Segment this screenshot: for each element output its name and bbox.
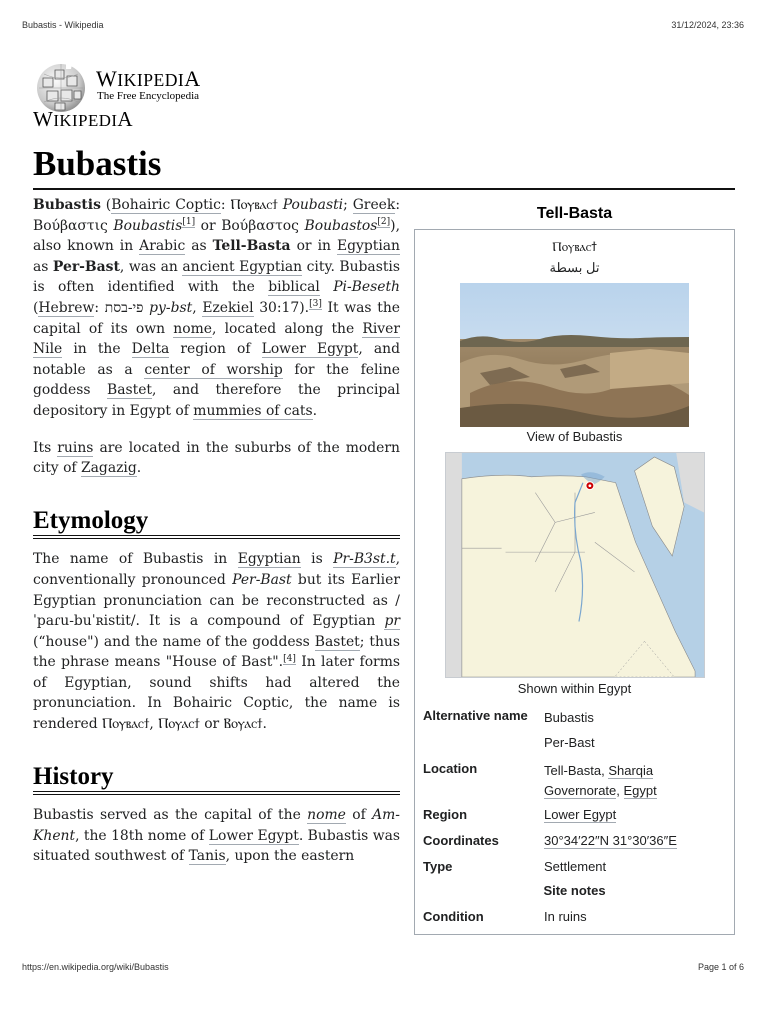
article-link[interactable]: Bastet (107, 382, 153, 399)
infobox-arabic-name: تل بسطة (549, 260, 600, 275)
article-link[interactable]: Pr-B3st.t (333, 551, 396, 568)
egypt-locator-map[interactable] (445, 452, 705, 678)
italic-term: Boubastis (113, 217, 183, 234)
citation-link[interactable]: [2] (377, 216, 391, 227)
citation-link[interactable]: [1] (182, 216, 196, 227)
infobox-subheader-site-notes: Site notes (543, 883, 606, 898)
article-link[interactable]: nome (307, 807, 346, 824)
infobox-label-condition: Condition (423, 909, 484, 924)
article-link[interactable]: Egyptian (237, 551, 301, 568)
infobox-label-location: Location (423, 761, 478, 776)
article-link[interactable]: Egyptian (336, 238, 400, 255)
heading-underline (33, 794, 400, 795)
citation-link[interactable]: [4] (283, 653, 296, 664)
wikipedia-wordmark-secondary: WIKIPEDIA (33, 107, 134, 131)
link-egypt[interactable]: Egypt (623, 783, 657, 798)
italic-term: Am-Khent (33, 807, 400, 844)
bold-term: Bubastis (33, 197, 101, 213)
print-header-title: Bubastis - Wikipedia (22, 20, 104, 30)
infobox-label-alternative-name: Alternative name (423, 708, 528, 723)
article-link[interactable]: mummies of cats (193, 402, 313, 419)
article-link[interactable]: biblical (268, 279, 320, 296)
infobox-value-coordinates-wrap (544, 833, 677, 848)
article-body (33, 195, 400, 883)
article-link[interactable]: Tanis (188, 848, 226, 865)
wikipedia-wordmark[interactable]: WIKIPEDIA (96, 66, 201, 91)
link-governorate[interactable]: Governorate (544, 783, 617, 798)
article-link[interactable]: Bastet (314, 633, 360, 650)
article-link[interactable]: ruins (57, 439, 94, 456)
section-heading-etymology: Etymology (33, 511, 400, 537)
infobox-value-type: Settlement (544, 859, 607, 874)
print-footer-url: https://en.wikipedia.org/wiki/Bubastis (22, 962, 169, 972)
article-link[interactable]: pr (384, 613, 400, 630)
intro-paragraph-2: Its ruins are located in the suburbs of the modern city of Zagazig. (33, 439, 400, 477)
bubastis-ruins-photo[interactable] (460, 283, 689, 427)
article-link[interactable]: River Nile (33, 320, 400, 358)
italic-term: Per-Bast (232, 571, 292, 588)
link-coordinates[interactable]: 30°34′22″N 31°30′36″E (544, 833, 677, 848)
article-link[interactable]: Bohairic Coptic (111, 197, 221, 213)
etymology-paragraph: The name of Bubastis in Egyptian is Pr-B3st.t, conventionally pronounced Per-Bast but its Earlier Egyptian pronunciation can be reconstructed as /ˈpaɾu-buˈʀistit/. It is a compound of Egyptian pr (“house") and the name of the goddess Bastet; thus the phrase means "House of Bast".[4] In later forms of Egyptian, sound shifts had altered the pronunciation. In Bohairic Coptic, the name is rendered Ⲡⲟⲩⲃⲁⲥϯ, Ⲡⲟⲩⲁⲥϯ or Ⲃⲟⲩⲁⲥϯ. (33, 551, 400, 733)
article-link[interactable]: Lower Egypt (208, 827, 299, 844)
infobox-value-region-wrap (544, 807, 616, 822)
section-heading-history: History (33, 767, 400, 793)
infobox-coptic-name: Ⲡⲟⲩⲃⲁⲥϯ (552, 239, 597, 254)
print-footer-page: Page 1 of 6 (697, 962, 744, 972)
article-link[interactable]: Greek (352, 197, 396, 213)
link-lower-egypt[interactable]: Lower Egypt (544, 807, 617, 822)
bold-term: Tell-Basta (212, 238, 291, 255)
article-link[interactable]: Delta (131, 341, 170, 358)
italic-term: Poubasti (282, 197, 344, 213)
title-divider (33, 188, 735, 190)
citation-link[interactable]: [3] (309, 299, 322, 310)
italic-term: Boubastos (304, 217, 378, 234)
infobox-label-region: Region (423, 807, 468, 822)
article-link[interactable]: ancient Egyptian (182, 258, 303, 275)
print-header-datetime: 31/12/2024, 23:36 (671, 20, 744, 30)
italic-term: Pi-Beseth (333, 279, 400, 296)
article-link[interactable]: nome (173, 320, 212, 337)
bold-term: Per-Bast (52, 258, 120, 275)
wikipedia-tagline: The Free Encyclopedia (97, 90, 200, 102)
article-link[interactable]: Zagazig (81, 460, 137, 477)
infobox-label-coordinates: Coordinates (423, 833, 499, 848)
italic-term: py-bst (149, 299, 193, 316)
infobox-label-type: Type (423, 859, 453, 874)
infobox-value-alternative-name: Bubastis (544, 710, 594, 725)
article-link[interactable]: Arabic (139, 238, 186, 255)
infobox (414, 229, 735, 935)
photo-caption: View of Bubastis (526, 429, 623, 444)
infobox-value-condition: In ruins (544, 909, 587, 924)
intro-paragraph: Bubastis (Bohairic Coptic: Ⲡⲟⲩⲃⲁⲥϯ Poubasti; Greek: Βούβαστις Boubastis[1] or Βούβαστος Boubastos[2]), also known in Arabic as Tell-Basta or in Egyptian as Per-Bast, was an ancient Egyptian city. Bubastis is often identified with the biblical Pi-Beseth (Hebrew: פי-בסת py-bst, Ezekiel 30:17).[3] It was the capital of its own nome, located along the River Nile in the Delta region of Lower Egypt, and notable as a center of worship for the feline goddess Bastet, and therefore the principal depository in Egypt of mummies of cats. (33, 197, 401, 419)
article-link[interactable]: Lower Egypt (261, 341, 359, 358)
article-link[interactable]: center of worship (144, 361, 283, 378)
infobox-title: Tell-Basta (536, 205, 613, 222)
heading-underline (33, 538, 400, 539)
article-link[interactable]: Ezekiel (202, 299, 254, 316)
article-link[interactable]: Hebrew (38, 299, 95, 316)
page-title: Bubastis (33, 144, 162, 183)
infobox-value-alternative-name-2: Per-Bast (544, 735, 595, 750)
infobox-value-location: Tell-Basta, Sharqia Governorate, Egypt (544, 763, 657, 798)
history-paragraph: Bubastis served as the capital of the nome of Am-Khent, the 18th nome of Lower Egypt. Bubastis was situated southwest of Tanis, upon the eastern (33, 807, 400, 865)
link-sharqia[interactable]: Sharqia (608, 763, 654, 778)
map-caption: Shown within Egypt (517, 681, 632, 696)
